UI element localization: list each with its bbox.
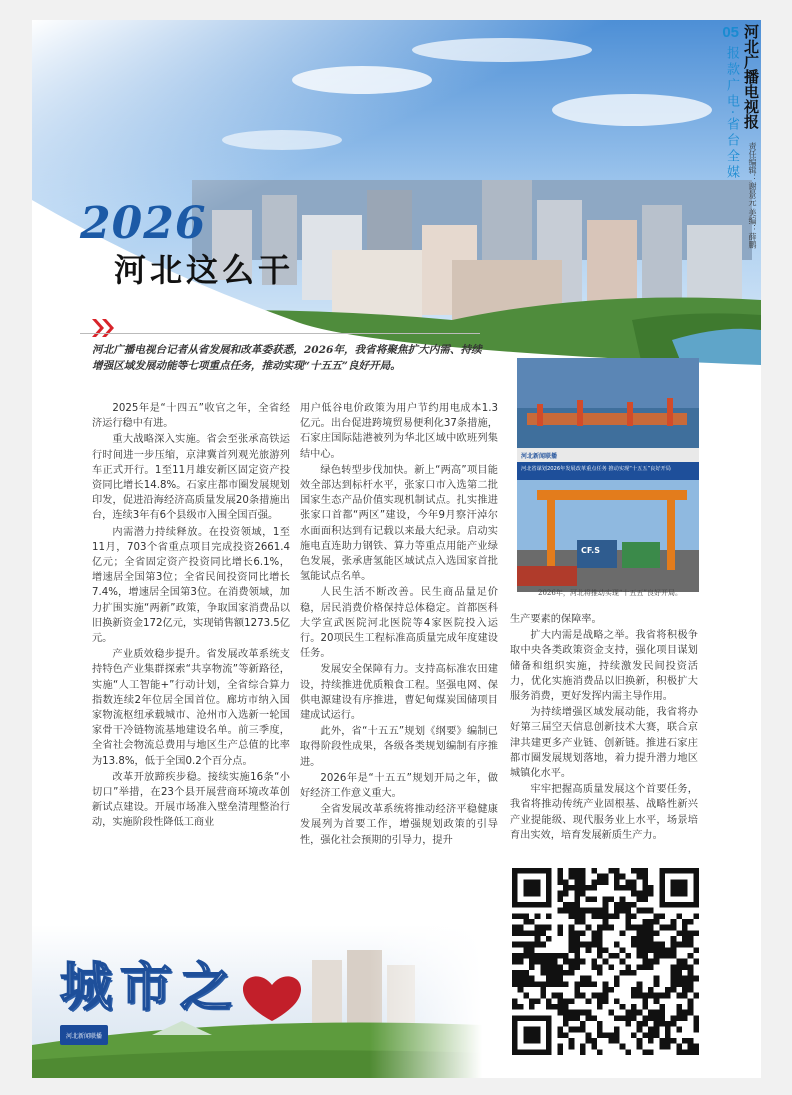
container-label: CF.S <box>581 546 600 555</box>
paragraph: 发展安全保障有力。支持高标准农田建设，持续推进优质粮食工程。坚强电网、保供电源建设有序推进，曹妃甸煤炭国储项目建成试运行。 <box>300 664 498 722</box>
body-column-3 <box>510 612 698 844</box>
hero-cityscape-photo <box>32 20 761 365</box>
headline-title: 河北这么干 <box>114 251 295 289</box>
lead-divider <box>80 333 480 334</box>
photo-caption: 2026年，河北将推动实现“十五五”良好开局。 <box>538 589 682 597</box>
page-number: 05 <box>722 24 739 41</box>
paragraph: 产业质效稳步提升。省发展改革系统支持特色产业集群探索“共享物流”等新路径，实施“人工智能+”行动计划，全省综合算力指数连续2年位居全国首位。廊坊市纳入国家物流枢纽承载城市、沧州市入选新一轮国家骨干冷链物流基地建设名单。前三季度，全省社会物流总费用与地区生产总值的比率为13.8%，低于全国0.2个百分点。 <box>92 649 290 767</box>
paragraph: 改革开放蹄疾步稳。接续实施16条“小切口”举措，在23个县开展营商环境改革创新试点建设。开展市场准入壁垒清理整治行动，实施阶段性降低工商业 <box>92 771 290 829</box>
city-sculpture-text: 城市之 <box>60 957 241 1018</box>
paragraph: 绿色转型步伐加快。新上“两高”项目能效全部达到标杆水平，张家口市入选第二批国家生态产品价值实现机制试点。扎实推进张家口首都“两区”建设，今年9月察汗淖尔水面面积达到有记载以来最大纪录。启动实施电直连助力钢铁、算力等重点用能产业绿色发展，张承唐氢能区域试点入选国家首批氢能试点名单。 <box>300 464 498 583</box>
news-banner: 河北省谋划2026年发展改革重点任务 推动实现“十五五”良好开局 <box>521 466 671 472</box>
paragraph: 此外，省“十五五”规划《纲要》编制已取得阶段性成果，各级各类规划编制有序推进。 <box>300 726 498 768</box>
lead-paragraph: 河北广播电视台记者从省发展和改革委获悉，2026年，我省将聚焦扩大内需、持续增强区域发展动能等七项重点任务，推动实现“十五五”良好开局。 <box>92 344 482 372</box>
paper-name: 河北广播电视报 <box>742 24 760 129</box>
section-name: 报款广电·省台全媒 <box>724 46 739 182</box>
qr-code[interactable] <box>512 868 699 1055</box>
newspaper-page <box>32 20 761 1078</box>
paragraph: 人民生活不断改善。民生商品量足价稳，居民消费价格保持总体稳定。首都医科大学宣武医院河北医院等4家医院投入运行。20项民生工程标准高质量完成年度建设任务。 <box>300 587 498 660</box>
paragraph: 内需潜力持续释放。在投资领域，1至11月，703个省重点项目完成投资2661.4亿元；全省固定资产投资同比增长6.1%，增速居全国第3位；全省民间投资同比增长7.4%，增速居全国第3位。在消费领域，加力扩围实施“两新”政策，争取国家消费品以旧换新资金172亿元，实现销售额1273.5亿元。 <box>92 526 290 645</box>
body-column-1 <box>92 401 290 832</box>
paragraph: 重大战略深入实施。省会至张承高铁运行时间进一步压缩，京津冀首列观光旅游列车正式开行。1至11月雄安新区固定资产投资同比增长14.8%。石家庄都市圈发展规划印发，促进沿海经济高质量发展20条措施出台，连续3年有6个县级市入围全国百强。 <box>92 434 290 522</box>
paragraph: 为持续增强区域发展动能，我省将办好第三届空天信息创新技术大赛，联合京津共建更多产业链、创新链。推进石家庄都市圈发展规划落地，着力提升潜力地区城镇化水平。 <box>510 707 698 780</box>
paragraph: 2026年是“十五五”规划开局之年，做好经济工作意义重大。 <box>300 772 498 800</box>
paragraph: 用户低谷电价政策为用户节约用电成本1.3亿元。出台促进跨境贸易便利化37条措施，石家庄国际陆港被列为华北区域中欧班列集结中心。 <box>300 403 498 460</box>
port-photo <box>517 358 699 480</box>
headline-year: 2026 <box>80 198 207 249</box>
paragraph: 牢牢把握高质量发展这个首要任务，我省将推动传统产业固根基、战略性新兴产业提能级、现代服务业上水平，场景培育出实效，培育发展新质生产力。 <box>510 784 698 841</box>
paragraph: 扩大内需是战略之举。我省将积极争取中央各类政策资金支持，强化项目谋划储备和组织实施，持续激发民间投资活力，优化实施消费品以旧换新，积极扩大服务消费，更好发挥内需主导作用。 <box>510 630 698 703</box>
news-ticker: 河北新闻联播 <box>521 453 558 460</box>
tv-logo: 河北新闻联播 <box>60 1025 108 1045</box>
crane-photo <box>517 480 699 592</box>
paragraph: 生产要素的保障率。 <box>510 614 602 625</box>
double-chevron-icon <box>90 317 116 339</box>
editor-meta: 责任编辑：谢景元 美编：薛鹏 <box>748 142 757 249</box>
paragraph: 2025年是“十四五”收官之年，全省经济运行稳中有进。 <box>92 403 290 430</box>
paragraph: 全省发展改革系统将推动经济平稳健康发展列为首要工作，增强规划政策的引导性，强化社会预期的引导力，提升 <box>300 804 498 846</box>
body-column-2 <box>300 401 498 849</box>
